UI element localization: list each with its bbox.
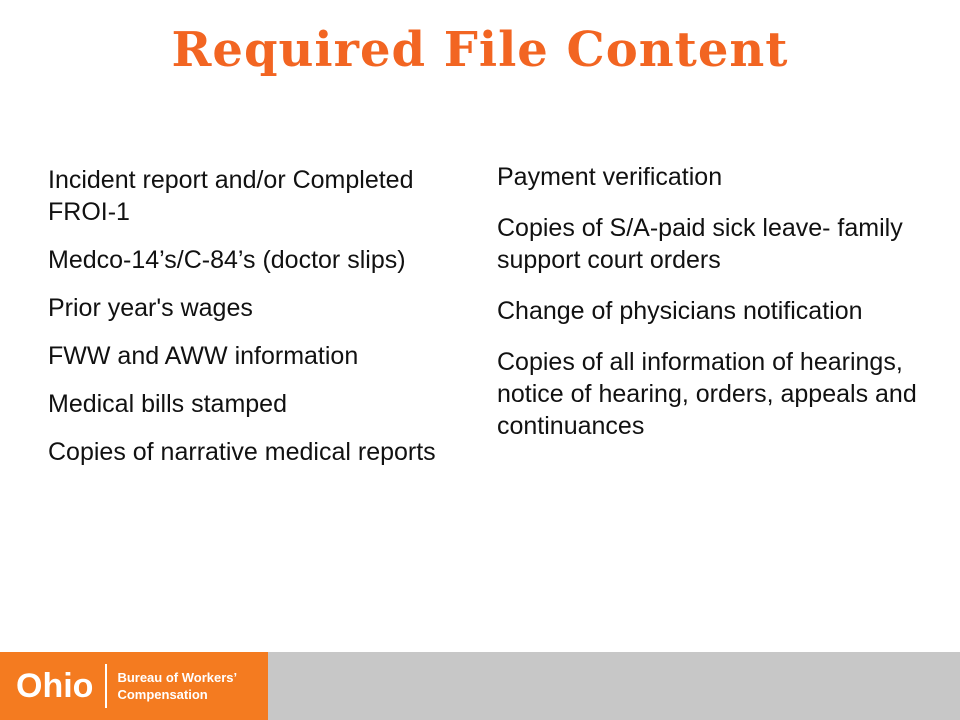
list-item: Copies of narrative medical reports bbox=[48, 438, 436, 466]
list-item: FWW and AWW information bbox=[48, 342, 359, 370]
list-item: Payment verification bbox=[497, 163, 723, 191]
bureau-name-line2: Compensation bbox=[117, 687, 208, 702]
slide-title: Required File Content bbox=[171, 22, 789, 78]
list-item: Incident report and/or Completed FROI-1 bbox=[48, 166, 414, 226]
list-item: Medco-14’s/C-84’s (doctor slips) bbox=[48, 246, 406, 274]
list-item: Prior year's wages bbox=[48, 294, 253, 322]
left-bullet-list bbox=[48, 164, 458, 484]
list-item: Copies of S/A-paid sick leave- family support court orders bbox=[497, 214, 903, 274]
bwc-logo bbox=[0, 652, 268, 720]
list-item: Medical bills stamped bbox=[48, 390, 287, 418]
footer-bar bbox=[0, 652, 960, 720]
list-item: Copies of all information of hearings, notice of hearing, orders, appeals and continuances bbox=[497, 348, 917, 440]
bureau-name bbox=[117, 669, 237, 703]
bureau-name-line1: Bureau of Workers’ bbox=[117, 670, 238, 685]
ohio-logo-word: Ohio bbox=[16, 667, 94, 705]
logo-divider bbox=[105, 664, 107, 708]
right-bullet-list bbox=[497, 161, 937, 461]
list-item: Change of physicians notification bbox=[497, 297, 863, 325]
